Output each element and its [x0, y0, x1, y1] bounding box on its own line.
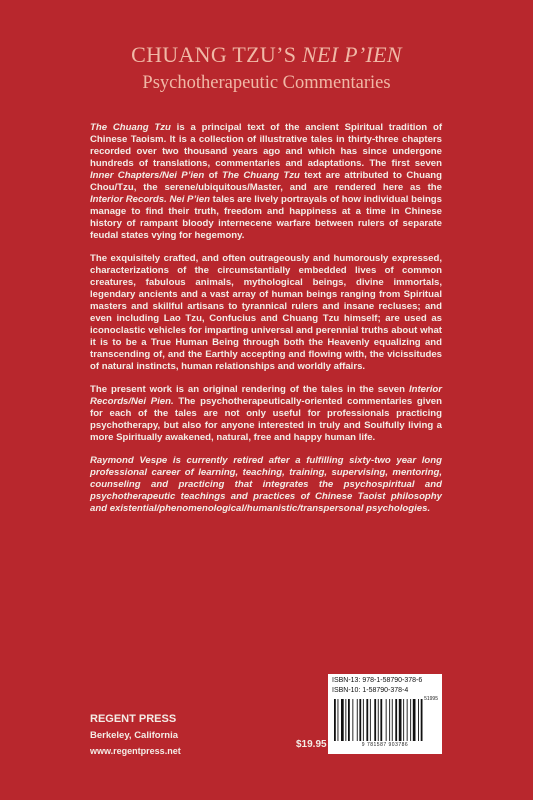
publisher-name: REGENT PRESS — [90, 713, 177, 725]
title-main: CHUANG TZU’S — [131, 42, 303, 67]
barcode-bar — [363, 699, 364, 741]
barcode-bar — [380, 699, 382, 741]
p1-run: Interior Records. Nei P’ien — [90, 194, 210, 205]
barcode-bar — [352, 699, 353, 741]
barcode-bar — [410, 699, 411, 741]
paragraph-2: The exquisitely crafted, and often outrageously and humorously expressed, characterizations of the circumstantially embedded lives of common creatures, fabulous animals, mythological beings, divine immortals, legendary ancients and a vast array of human beings ranging from Spiritual masters and skillful artisans to tyrannical rulers and insane recluses; and even including Lao Tzu, Confucius and Chuang Tzu himself; are used as iconoclastic vehicles for imparting universal and perennial truths about what it is to be a True Human Being through both the Heavenly equalizing and transcending of, and the Earthly accepting and flowing with, the vicissitudes of natural instincts, human relationships and worldly affairs. — [90, 253, 442, 372]
p1-run: text are attributed to Chuang Chou/Tzu, the serene/ubiquitous/Master, and are rendered here as the — [90, 170, 443, 193]
barcode-bar — [413, 699, 416, 741]
barcode-bar — [345, 699, 346, 741]
publisher-url: www.regentpress.net — [90, 746, 181, 756]
barcode-bar — [403, 699, 404, 741]
publisher-block — [90, 712, 181, 758]
barcode-bar — [338, 699, 339, 741]
p3-run: The present work is an original rendering of the tales in the seven — [90, 384, 409, 395]
barcode-bar — [395, 699, 397, 741]
p1-run: The Chuang Tzu — [90, 122, 171, 133]
publisher-city: Berkeley, California — [90, 730, 179, 741]
barcode-bar — [334, 699, 336, 741]
barcode-bar — [407, 699, 408, 741]
p1-run: of — [204, 170, 222, 181]
isbn-barcode-box — [328, 674, 442, 754]
barcode-icon — [332, 699, 438, 741]
barcode-bar — [399, 699, 402, 741]
barcode-bar — [348, 699, 350, 741]
barcode-bar — [386, 699, 387, 741]
p1-run: is a principal text of the ancient Spiritual tradition of Chinese Taoism. It is a collection of illustrative tales in thirty-three chapters recorded over two thousand years ago and which has since undergone hundreds of translations, commentaries and adaptations. The first seven — [90, 122, 443, 169]
barcode-bar — [370, 699, 371, 741]
price: $19.95 — [296, 739, 327, 750]
barcode-bar — [378, 699, 379, 741]
p3-run: The psychotherapeutically-oriented commentaries given for each of the tales are not only useful for professionals practicing psychotherapy, but also for anyone interested in truly and Soulfully living a more Spiritually awakened, natural, free and happy human life. — [90, 396, 442, 443]
blurb — [90, 122, 442, 526]
isbn-10: ISBN-10: 1-58790-378-4 — [332, 687, 409, 694]
paragraph-1 — [90, 122, 442, 242]
barcode-bar — [392, 699, 393, 741]
barcode-bar — [366, 699, 368, 741]
p3-run: Interior Records/Nei Pien. — [90, 384, 442, 407]
barcode-digits: 9 781587 903786 — [361, 742, 409, 748]
barcode-bar — [389, 699, 390, 741]
author-bio: Raymond Vespe is currently retired after a fulfilling sixty-two year long professional career of learning, teaching, training, supervising, mentoring, counseling and practicing that integrates the psychospiritual and psychotherapeutic teachings and practices of Chinese Taoist philosophy and existential/phenomenological/humanistic/transpersonal psychologies. — [90, 455, 442, 514]
barcode-bar — [421, 699, 423, 741]
barcode-bar — [357, 699, 358, 741]
barcode-bar — [374, 699, 376, 741]
p1-run: tales are lively portrayals of how individual beings manage to find their truth, freedom and happiness at a time in Chinese history of rampant bloody internecene warfare between rulers of separate feudal states vying for hegemony. — [90, 194, 442, 241]
title-italic: NEI P’IEN — [302, 42, 402, 67]
book-title — [0, 42, 533, 68]
p1-run: The Chuang Tzu — [221, 170, 300, 181]
isbn-13: ISBN-13: 978-1-58790-378-6 — [332, 677, 423, 684]
book-subtitle: Psychotherapeutic Commentaries — [142, 73, 391, 93]
p1-run: Inner Chapters/Nei P’ien — [90, 170, 205, 181]
barcode-bar — [359, 699, 361, 741]
barcode-addon: 51995 — [424, 696, 438, 702]
barcode-bar — [341, 699, 344, 741]
paragraph-3 — [90, 384, 442, 444]
barcode-bar — [418, 699, 419, 741]
